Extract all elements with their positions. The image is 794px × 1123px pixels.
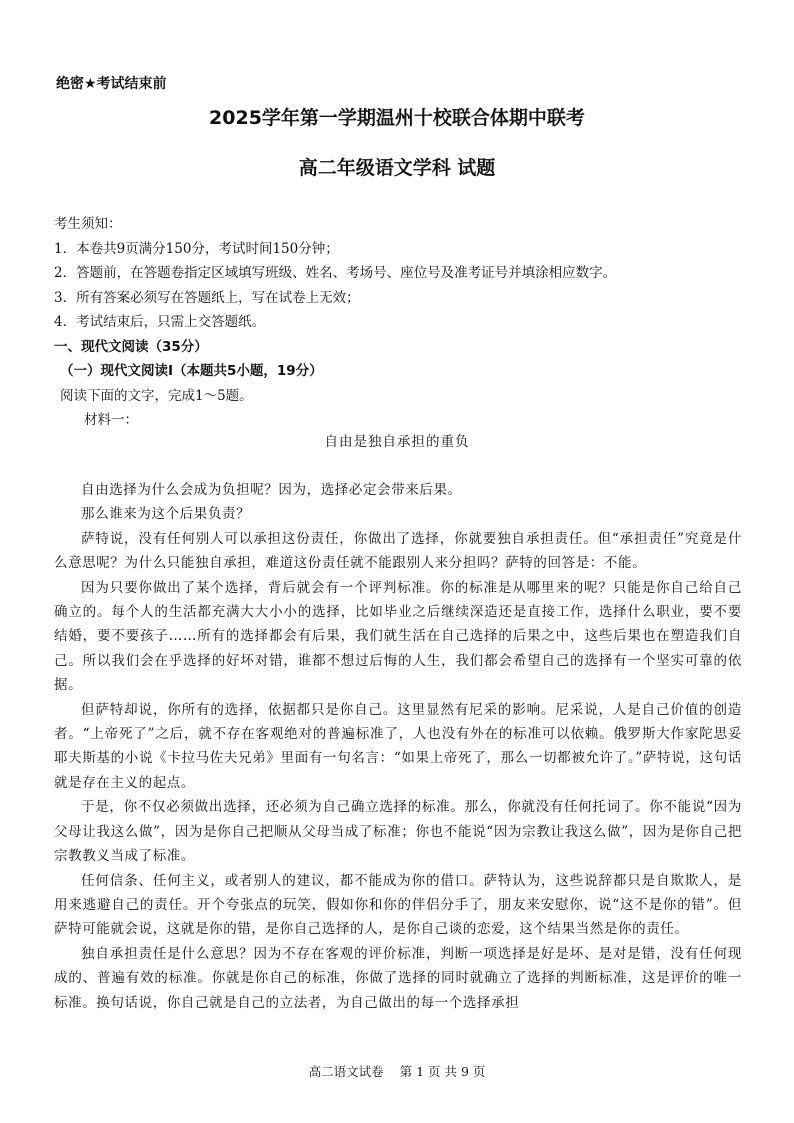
page-footer xyxy=(0,1062,794,1080)
essay-title: 自由是独自承担的重负 xyxy=(324,434,470,450)
footer-subject: 高二语文试卷 xyxy=(308,1064,384,1079)
exam-notice xyxy=(54,212,754,433)
notice-item: 2．答题前，在答题卷指定区域填写班级、姓名、考场号、座位号及准考证号并填涂相应数字。 xyxy=(54,265,617,281)
exam-subtitle: 高二年级语文学科 试题 xyxy=(298,157,496,179)
essay-paragraph: 独自承担责任是什么意思？因为不存在客观的评价标准，判断一项选择是好是坏、是对是错，没有任何现成的、普遍有效的标准。你就是你自己的标准，你做了选择的同时就确立了选择的判断标准，这是评价的唯一标准。换句话说，你自己就是自己的立法者，为自己做出的每一个选择承担 xyxy=(54,945,742,1011)
exam-title: 2025学年第一学期温州十校联合体期中联考 xyxy=(209,107,585,129)
essay-paragraph: 于是，你不仅必须做出选择，还必须为自己确立选择的标准。那么，你就没有任何托词了。你不能说“因为父母让我这么做”，因为是你自己把顺从父母当成了标准；你也不能说“因为宗教让我这么做”，因为是你自己把宗教教义当成了标准。 xyxy=(54,799,742,865)
notice-item: 4．考试结束后，只需上交答题纸。 xyxy=(54,314,266,330)
essay-paragraph: 萨特说，没有任何别人可以承担这份责任，你做出了选择，你就要独自承担责任。但“承担责任”究竟是什么意思呢？为什么只能独自承担，难道这份责任就不能跟别人来分担吗？萨特的回答是：不能。 xyxy=(54,530,742,572)
confidential-label: 绝密★考试结束前 xyxy=(56,76,167,92)
notice-item: 1．本卷共9页满分150分，考试时间150分钟； xyxy=(54,240,339,257)
footer-page-info: 第 1 页 共 9 页 xyxy=(399,1064,486,1079)
essay-paragraph: 自由选择为什么会成为负担呢？因为，选择必定会带来后果。 xyxy=(81,482,462,498)
essay-paragraph: 任何信条、任何主义，或者别人的建议，都不能成为你的借口。萨特认为，这些说辞都只是自欺欺人，是用来逃避自己的责任。开个夸张点的玩笑，假如你和你的伴侣分手了，朋友来安慰你，说“这不是你的错”。但萨特可能就会说，这就是你的错，是你自己选择的人，是你自己谈的恋爱，这个结果当然是你的责任。 xyxy=(54,872,742,938)
essay-body xyxy=(54,478,742,1015)
subsection-heading: （一）现代文阅读Ⅰ（本题共5小题，19分） xyxy=(60,363,323,379)
reading-instruction: 阅读下面的文字，完成1～5题。 xyxy=(60,387,253,404)
material-label: 材料一： xyxy=(84,412,138,428)
notice-item: 3．所有答案必须写在答题纸上，写在试卷上无效； xyxy=(54,289,360,306)
notice-heading: 考生须知： xyxy=(54,216,122,232)
essay-paragraph: 因为只要你做出了某个选择，背后就会有一个评判标准。你的标准是从哪里来的呢？只能是你自己给自己确立的。每个人的生活都充满大大小小的选择，比如毕业之后继续深造还是直接工作，选择什么职业，要不要结婚，要不要孩子……所有的选择都会有后果，我们就生活在自己选择的后果之中，这些后果也在塑造我们自己。所以我们会在乎选择的好坏对错，谁都不想过后悔的人生，我们都会希望自己的选择有一个坚实可靠的依据。 xyxy=(54,579,742,694)
essay-paragraph: 但萨特却说，你所有的选择，依据都只是你自己。这里显然有尼采的影响。尼采说，人是自己价值的创造者。“上帝死了”之后，就不存在客观绝对的普遍标准了，人也没有外在的标准可以依赖。俄罗斯大作家陀思妥耶夫斯基的小说《卡拉马佐夫兄弟》里面有一句名言：“如果上帝死了，那么一切都被允许了。”萨特说，这句话就是存在主义的起点。 xyxy=(54,701,742,791)
essay-paragraph: 那么谁来为这个后果负责？ xyxy=(81,506,251,523)
section-heading: 一、现代文阅读（35分） xyxy=(54,338,208,355)
